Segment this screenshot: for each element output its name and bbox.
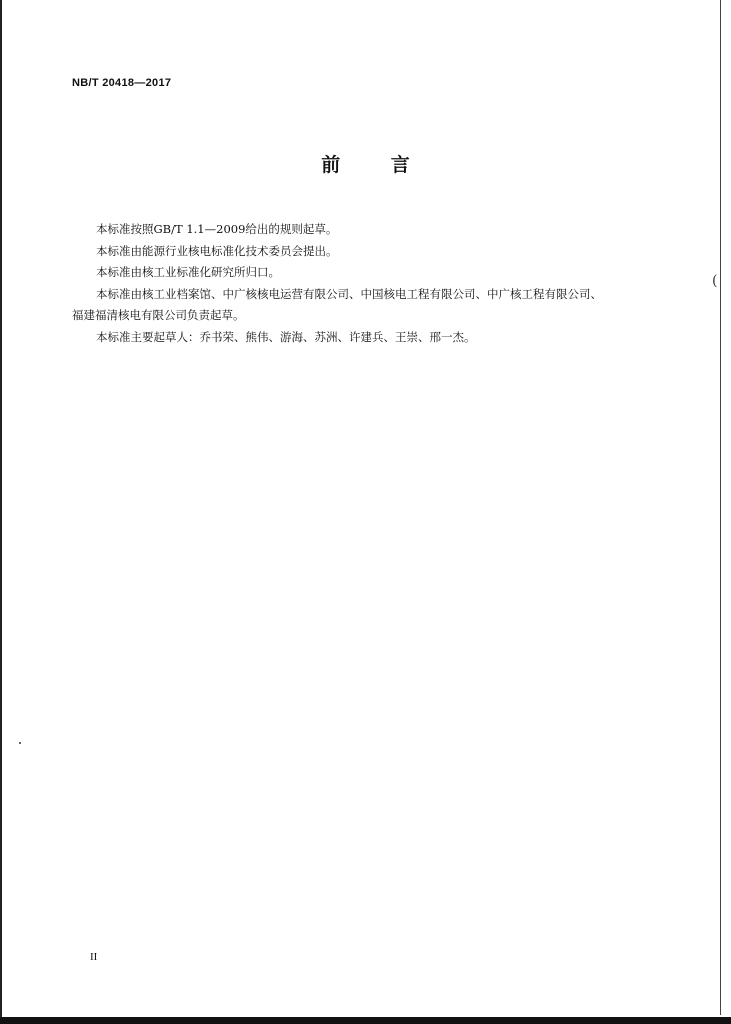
paragraph-drafters: 本标准主要起草人：乔书荣、熊伟、游海、苏洲、许建兵、王崇、邢一杰。 (96, 329, 476, 344)
standard-code-header: NB/T 20418—2017 (72, 77, 172, 89)
paragraph-drafted-by-continued: 福建福清核电有限公司负责起草。 (72, 308, 245, 322)
scan-bottom-edge (0, 1017, 731, 1024)
paragraph-proposed-by: 本标准由能源行业核电标准化技术委员会提出。 (96, 243, 338, 258)
scan-speck (19, 742, 21, 744)
paragraph-managed-by: 本标准由核工业标准化研究所归口。 (96, 265, 280, 279)
page-number: II (90, 951, 98, 963)
paragraph-drafting-rules: 本标准按照GB/T 1.1—2009给出的规则起草。 (96, 222, 338, 236)
scan-margin-mark: ( (712, 273, 718, 289)
page-title: 前 言 (321, 154, 432, 176)
paragraph-drafted-by: 本标准由核工业档案馆、中广核核电运营有限公司、中国核电工程有限公司、中广核工程有限公司、 (96, 286, 602, 301)
foreword-body (72, 219, 662, 348)
